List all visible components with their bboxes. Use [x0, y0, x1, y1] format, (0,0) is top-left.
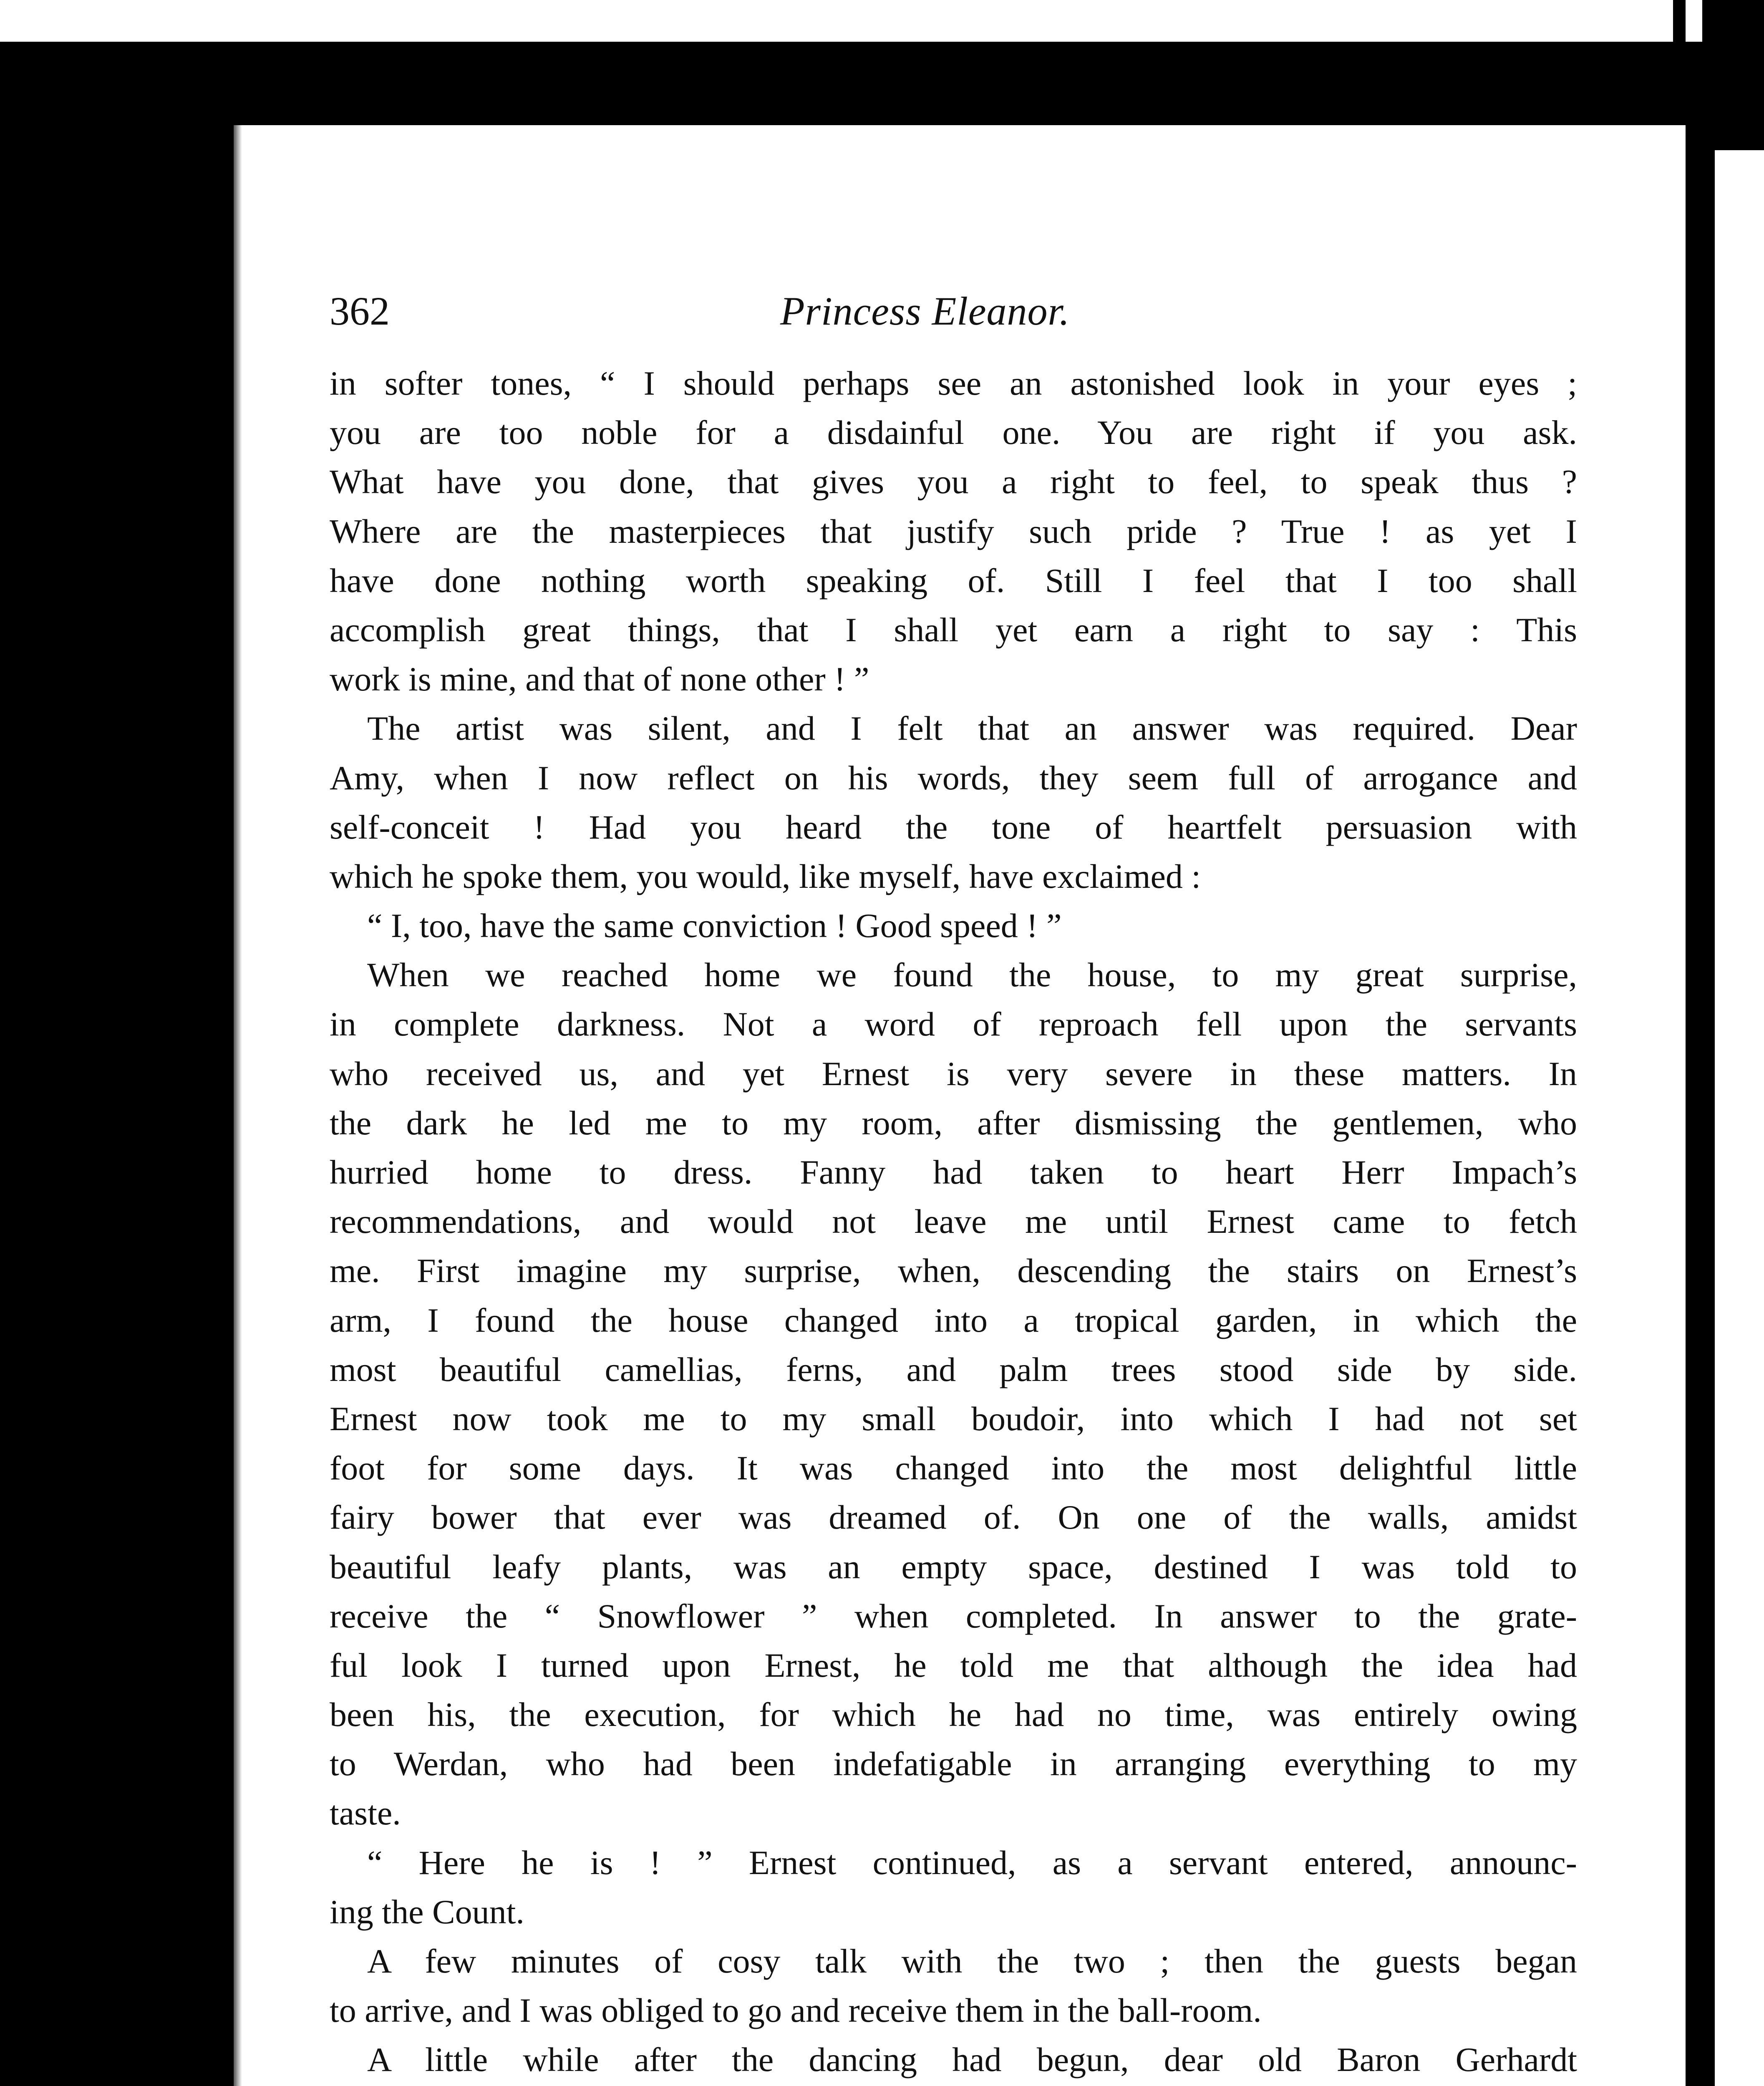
- text-line: have done nothing worth speaking of. Still I feel that I too shall: [330, 561, 1577, 600]
- text-line: ing the Count.: [330, 1892, 524, 1931]
- text-line: A little while after the dancing had begun, dear old Baron Gerhardt: [367, 2041, 1577, 2079]
- text-line: most beautiful camellias, ferns, and palm trees stood side by side.: [330, 1350, 1577, 1388]
- book-page: [234, 125, 1686, 2086]
- text-line: Ernest now took me to my small boudoir, into which I had not set: [330, 1399, 1577, 1438]
- top-margin-strip: [0, 0, 1673, 42]
- body-text: [330, 359, 1577, 2086]
- text-line: hurried home to dress. Fanny had taken to heart Herr Impach’s: [330, 1153, 1577, 1191]
- text-line: in complete darkness. Not a word of reproach fell upon the servants: [330, 1005, 1577, 1043]
- text-line: ful look I turned upon Ernest, he told me that although the idea had: [330, 1646, 1577, 1684]
- text-line: fairy bower that ever was dreamed of. On one of the walls, amidst: [330, 1498, 1577, 1537]
- page-left-edge: [234, 125, 242, 2086]
- page-number: 362: [330, 289, 390, 333]
- text-line: to arrive, and I was obliged to go and receive them in the ball-room.: [330, 1991, 1262, 2030]
- text-line: [330, 2085, 1577, 2086]
- text-line: beautiful leafy plants, was an empty space, destined I was told to: [330, 1547, 1577, 1586]
- text-line: “ Here he is ! ” Ernest continued, as a servant entered, announc-: [367, 1843, 1577, 1882]
- text-line: you are too noble for a disdainful one. You are right if you ask.: [330, 413, 1577, 452]
- text-line: A few minutes of cosy talk with the two ; then the guests began: [367, 1942, 1577, 1980]
- text-line: to Werdan, who had been indefatigable in arranging everything to my: [330, 1745, 1577, 1783]
- binding-gutter: [1690, 125, 1715, 2086]
- text-line: work is mine, and that of none other ! ”: [330, 660, 869, 698]
- text-line: who received us, and yet Ernest is very severe in these matters. In: [330, 1054, 1577, 1093]
- text-line: What have you done, that gives you a right to feel, to speak thus ?: [330, 463, 1577, 501]
- text-line: taste.: [330, 1794, 401, 1832]
- running-title: Princess Eleanor.: [780, 289, 1070, 333]
- text-line: arm, I found the house changed into a tropical garden, in which the: [330, 1301, 1577, 1339]
- text-line: The artist was silent, and I felt that an answer was required. Dear: [367, 709, 1577, 748]
- top-margin-strip-right: [1686, 0, 1702, 42]
- page-header: [330, 288, 1531, 338]
- text-line: me. First imagine my surprise, when, descending the stairs on Ernest’s: [330, 1252, 1577, 1290]
- text-line: Amy, when I now reflect on his words, they seem full of arrogance and: [330, 758, 1577, 797]
- text-line: foot for some days. It was changed into the most delightful little: [330, 1449, 1577, 1487]
- text-line: in softer tones, “ I should perhaps see an astonished look in your eyes ;: [330, 364, 1577, 402]
- text-line: been his, the execution, for which he had no time, was entirely owing: [330, 1696, 1577, 1734]
- text-line: accomplish great things, that I shall yet earn a right to say : This: [330, 610, 1577, 649]
- text-line: the dark he led me to my room, after dismissing the gentlemen, who: [330, 1103, 1577, 1142]
- text-line: When we reached home we found the house, to my great surprise,: [367, 956, 1577, 994]
- text-line: Where are the masterpieces that justify such pride ? True ! as yet I: [330, 512, 1577, 550]
- text-line: recommendations, and would not leave me until Ernest came to fetch: [330, 1202, 1577, 1241]
- text-line: which he spoke them, you would, like myself, have exclaimed :: [330, 857, 1201, 895]
- text-line: “ I, too, have the same conviction ! Good speed ! ”: [367, 907, 1062, 945]
- text-line: receive the “ Snowflower ” when completed. In answer to the grate-: [330, 1597, 1577, 1635]
- text-line: self-conceit ! Had you heard the tone of heartfelt persuasion with: [330, 808, 1577, 846]
